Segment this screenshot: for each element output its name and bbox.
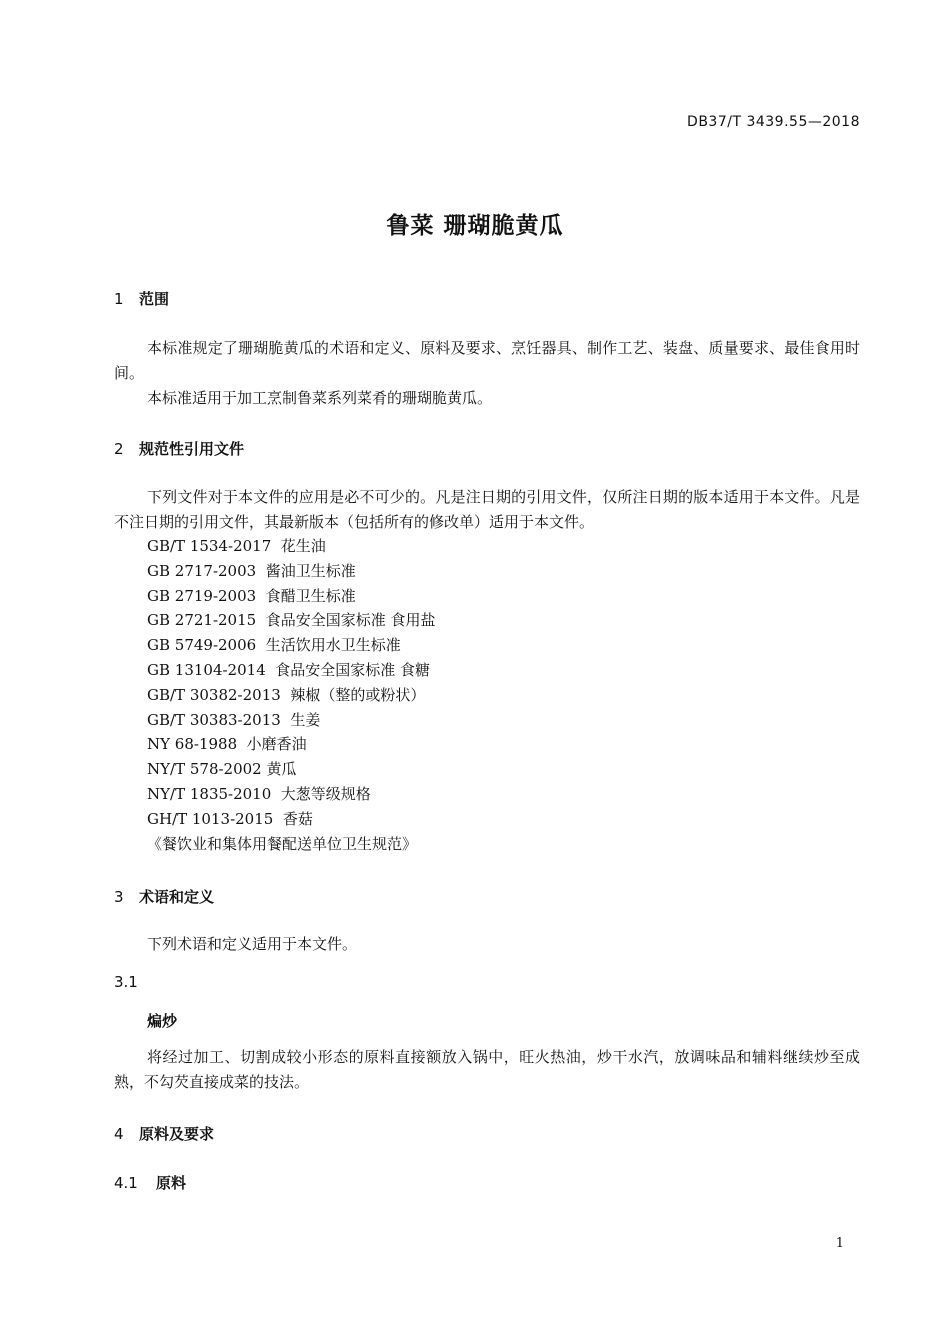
- page-number: 1: [835, 1236, 844, 1251]
- section-1-heading: [114, 288, 169, 309]
- section-1-paragraph-1: 本标准规定了珊瑚脆黄瓜的术语和定义、原料及要求、烹饪器具、制作工艺、装盘、质量要求、最佳食用时间。: [114, 339, 860, 382]
- reference-item: GB 2717-2003 酱油卫生标准: [147, 561, 356, 580]
- reference-item: GB 5749-2006 生活饮用水卫生标准: [147, 636, 401, 655]
- subsection-number: 4.1: [114, 1174, 138, 1192]
- reference-item: 《餐饮业和集体用餐配送单位卫生规范》: [147, 834, 418, 853]
- section-3-paragraph-1: 下列术语和定义适用于本文件。: [147, 935, 358, 953]
- section-number: 1: [114, 290, 124, 308]
- subsection-4-1-heading: [114, 1172, 186, 1193]
- section-2-paragraph-1: 下列文件对于本文件的应用是必不可少的。凡是注日期的引用文件，仅所注日期的版本适用于本文件。凡是不注日期的引用文件，其最新版本（包括所有的修改单）适用于本文件。: [114, 488, 860, 531]
- reference-item: GB 2719-2003 食醋卫生标准: [147, 586, 356, 605]
- reference-item: NY/T 1835-2010 大葱等级规格: [147, 784, 371, 803]
- subsection-title: 原料: [156, 1174, 187, 1192]
- reference-item: GB/T 30382-2013 辣椒（整的或粉状）: [147, 685, 426, 704]
- reference-item: NY 68-1988 小磨香油: [147, 735, 307, 754]
- section-title: 范围: [139, 290, 170, 308]
- reference-item: GH/T 1013-2015 香菇: [147, 809, 313, 828]
- reference-item: GB/T 1534-2017 花生油: [147, 537, 326, 555]
- term-heading: 煸炒: [147, 1012, 178, 1030]
- section-3-heading: [114, 886, 214, 907]
- reference-item: GB 2721-2015 食品安全国家标准 食用盐: [147, 611, 436, 630]
- subsection-number: 3.1: [114, 973, 138, 991]
- section-number: 3: [114, 888, 124, 906]
- section-title: 原料及要求: [139, 1125, 215, 1143]
- document-code: DB37/T 3439.55—2018: [687, 114, 860, 130]
- reference-item: GB/T 30383-2013 生姜: [147, 710, 321, 729]
- section-4-heading: [114, 1123, 214, 1144]
- section-title: 术语和定义: [139, 888, 215, 906]
- section-number: 2: [114, 440, 124, 458]
- page-title: 鲁菜 珊瑚脆黄瓜: [386, 213, 564, 239]
- section-number: 4: [114, 1125, 124, 1143]
- term-definition: 将经过加工、切割成较小形态的原料直接额放入锅中，旺火热油，炒干水汽，放调味品和辅料继续炒至成熟，不勾芡直接成菜的技法。: [114, 1048, 860, 1091]
- section-1-paragraph-2: 本标准适用于加工烹制鲁菜系列菜肴的珊瑚脆黄瓜。: [147, 389, 493, 407]
- reference-list: [0, 534, 436, 856]
- reference-item: GB 13104-2014 食品安全国家标准 食糖: [147, 660, 431, 679]
- reference-item: NY/T 578-2002 黄瓜: [147, 760, 297, 779]
- section-title: 规范性引用文件: [139, 440, 245, 458]
- section-2-heading: [114, 438, 244, 459]
